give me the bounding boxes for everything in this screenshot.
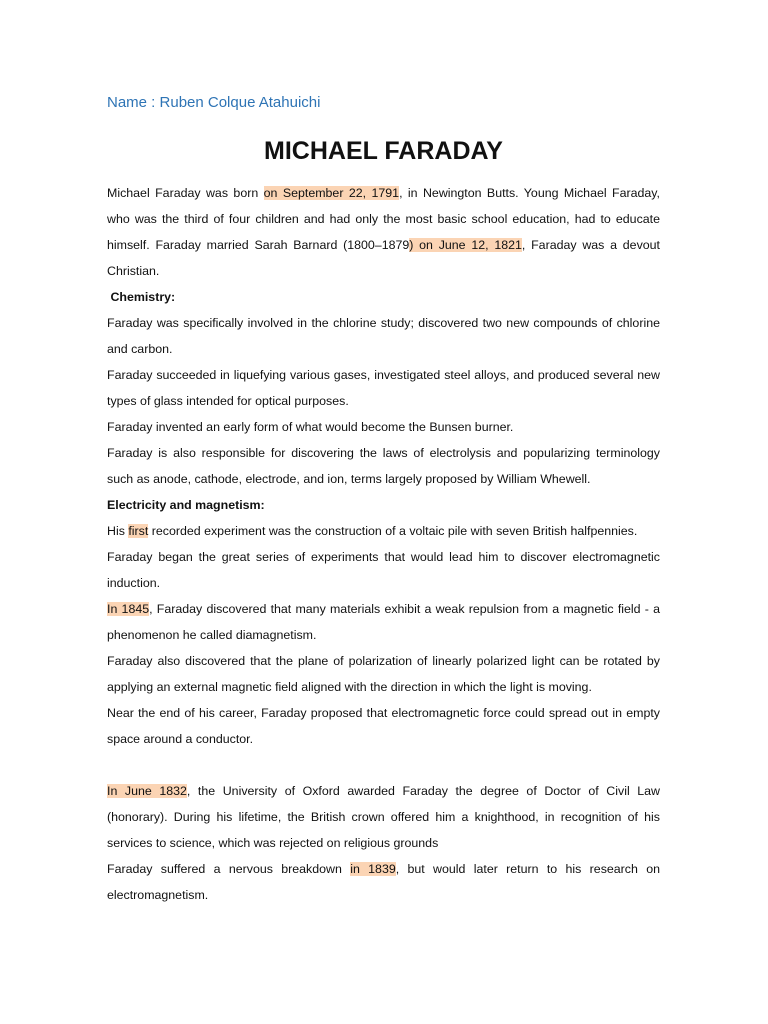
- highlight-1839: in 1839: [350, 862, 396, 876]
- intro-text-2: , in Newington Butts. Young Michael Faraday, who was the third of four children and had only the most basic school education, had to educate himself. Faraday married Sarah Barnard (1800–1879: [107, 186, 660, 252]
- later-p1-text: , the University of Oxford awarded Faraday the degree of Doctor of Civil Law (honorary). During his lifetime, the British crown offered him a knighthood, in recognition of his services to science, which was rejected on religious grounds: [107, 784, 660, 850]
- electricity-heading: Electricity and magnetism:: [107, 498, 265, 512]
- electricity-paragraph-3: [107, 596, 660, 648]
- highlight-1845: In 1845: [107, 602, 150, 616]
- author-name-line: Name : Ruben Colque Atahuichi: [107, 94, 321, 111]
- highlight-first: first: [128, 524, 149, 538]
- later-p2-text-1: Faraday suffered a nervous breakdown: [107, 862, 351, 876]
- later-paragraph-2: [107, 856, 660, 908]
- electricity-p1-text-2: recorded experiment was the construction of a voltaic pile with seven British halfpennies.: [148, 524, 638, 538]
- chemistry-heading: Chemistry:: [107, 290, 176, 304]
- document-page: [107, 92, 660, 908]
- electricity-paragraph-1: [107, 518, 660, 544]
- highlight-june-1832: In June 1832: [107, 784, 187, 798]
- highlight-birth-date: on September 22, 1791: [263, 186, 400, 200]
- electricity-paragraph-2: Faraday began the great series of experiments that would lead him to discover electromagnetic induction.: [107, 550, 660, 590]
- chemistry-paragraph-4: Faraday is also responsible for discovering the laws of electrolysis and popularizing terminology such as anode, cathode, electrode, and ion, terms largely proposed by William Whewell.: [107, 446, 660, 486]
- highlight-marriage-date: ) on June 12, 1821: [409, 238, 522, 252]
- intro-text-3: , Faraday was a devout Christian.: [107, 238, 660, 278]
- intro-text-1: Michael Faraday was born: [107, 186, 264, 200]
- electricity-paragraph-5: Near the end of his career, Faraday proposed that electromagnetic force could spread out in empty space around a conductor.: [107, 706, 660, 746]
- chemistry-paragraph-3: Faraday invented an early form of what would become the Bunsen burner.: [107, 420, 514, 434]
- later-paragraph-1: [107, 778, 660, 856]
- chemistry-paragraph-1: Faraday was specifically involved in the chlorine study; discovered two new compounds of chlorine and carbon.: [107, 316, 660, 356]
- electricity-paragraph-4: Faraday also discovered that the plane of polarization of linearly polarized light can be rotated by applying an external magnetic field aligned with the direction in which the light is moving.: [107, 654, 660, 694]
- later-p2-text-2: , but would later return to his research on electromagnetism.: [107, 862, 660, 902]
- electricity-p1-text-1: His: [107, 524, 129, 538]
- intro-paragraph: [107, 180, 660, 284]
- electricity-p3-text: , Faraday discovered that many materials exhibit a weak repulsion from a magnetic field - a phenomenon he called diamagnetism.: [107, 602, 660, 642]
- document-title: MICHAEL FARADAY: [264, 137, 503, 165]
- paragraph-gap: [107, 752, 660, 778]
- chemistry-paragraph-2: Faraday succeeded in liquefying various gases, investigated steel alloys, and produced several new types of glass intended for optical purposes.: [107, 368, 660, 408]
